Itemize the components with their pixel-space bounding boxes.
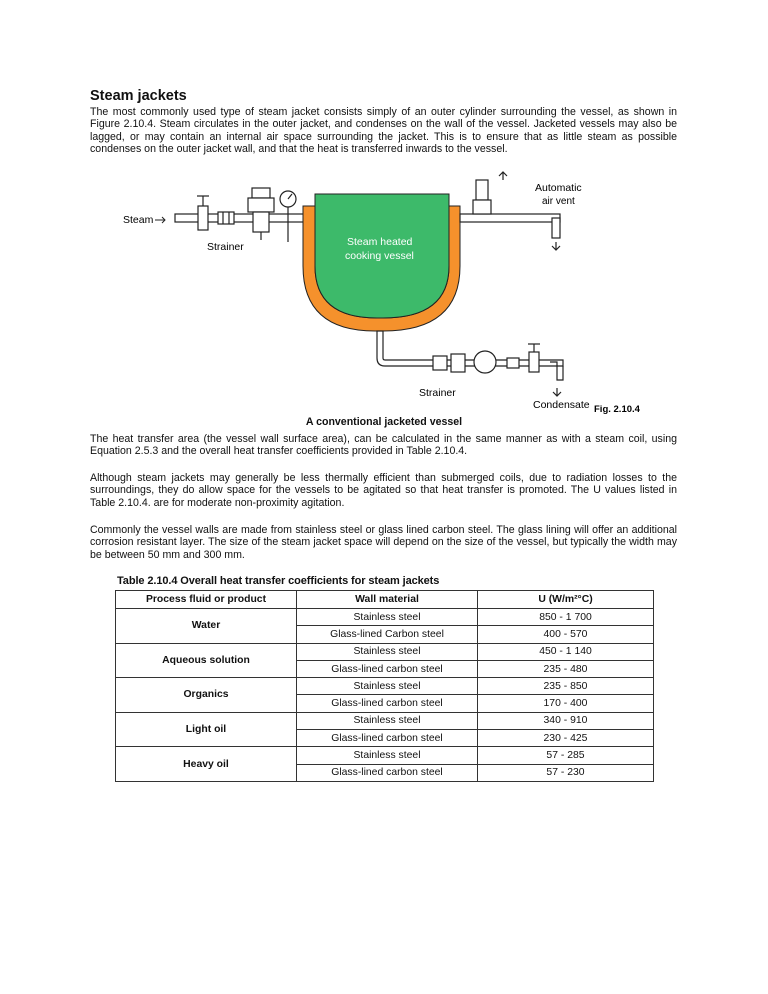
table-row — [116, 712, 654, 729]
material-cell: Glass-lined carbon steel — [297, 730, 478, 747]
condensate-pipe — [377, 331, 563, 396]
table-row — [116, 678, 654, 695]
fluid-cell: Light oil — [116, 712, 297, 747]
material-cell: Glass-lined carbon steel — [297, 695, 478, 712]
strainer-icon — [218, 212, 234, 224]
paragraph-intro: The most commonly used type of steam jacket consists simply of an outer cylinder surrounding the vessel, as shown in Figure 2.10.4. Steam circulates in the outer jacket, and condenses on the wall of the vessel. Jacketed vessels may also be lagged, or may contain an internal air space surrounding the jacket. This is to ensure that as little steam as possible condenses on the outer jacket wall, and that the heat is transferred inwards to the vessel. — [90, 106, 677, 156]
material-cell: Glass-lined Carbon steel — [297, 626, 478, 643]
fluid-cell: Aqueous solution — [116, 643, 297, 678]
u-value-cell: 400 - 570 — [478, 626, 654, 643]
u-value-cell: 235 - 480 — [478, 660, 654, 677]
steam-arrow-icon — [155, 217, 165, 223]
u-value-cell: 450 - 1 140 — [478, 643, 654, 660]
section-title: Steam jackets — [90, 88, 187, 104]
table-title: Table 2.10.4 Overall heat transfer coefficients for steam jackets — [117, 575, 440, 587]
air-vent-label-line2: air vent — [542, 196, 575, 207]
steam-label: Steam — [123, 214, 154, 226]
jacketed-vessel-diagram — [115, 166, 665, 416]
strainer-bottom-label: Strainer — [419, 387, 456, 399]
u-value-cell: 850 - 1 700 — [478, 609, 654, 626]
header-u-value: U (W/m²°C) — [478, 591, 654, 609]
fluid-cell: Water — [116, 609, 297, 644]
u-value-cell: 57 - 230 — [478, 764, 654, 781]
table-row — [116, 747, 654, 764]
header-fluid: Process fluid or product — [116, 591, 297, 609]
u-value-cell: 340 - 910 — [478, 712, 654, 729]
material-cell: Stainless steel — [297, 712, 478, 729]
table-row — [116, 609, 654, 626]
fluid-cell: Heavy oil — [116, 747, 297, 782]
material-cell: Glass-lined carbon steel — [297, 764, 478, 781]
paragraph-wall-materials: Commonly the vessel walls are made from stainless steel or glass lined carbon steel. The glass lining will offer an additional corrosion resistant layer. The size of the steam jacket space will depend on the size of the vessel, but typically the width may be between 50 mm and 300 mm. — [90, 524, 677, 561]
condensate-label: Condensate — [533, 399, 590, 411]
material-cell: Stainless steel — [297, 609, 478, 626]
paragraph-efficiency: Although steam jackets may generally be less thermally efficient than submerged coils, due to radiation losses to the surroundings, they do allow space for the vessels to be agitated so that heat transfer is promoted. The U values listed in Table 2.10.4. are for moderate non-proximity agitation. — [90, 472, 677, 509]
table-row — [116, 643, 654, 660]
material-cell: Stainless steel — [297, 747, 478, 764]
table-header-row — [116, 591, 654, 609]
vessel-label-line2: cooking vessel — [345, 250, 414, 262]
material-cell: Glass-lined carbon steel — [297, 660, 478, 677]
header-material: Wall material — [297, 591, 478, 609]
air-vent-label-line1: Automatic — [535, 182, 582, 194]
fluid-cell: Organics — [116, 678, 297, 713]
u-value-cell: 170 - 400 — [478, 695, 654, 712]
strainer-top-label: Strainer — [207, 241, 244, 253]
material-cell: Stainless steel — [297, 678, 478, 695]
u-value-cell: 230 - 425 — [478, 730, 654, 747]
figure-number: Fig. 2.10.4 — [594, 404, 640, 415]
u-value-cell: 57 - 285 — [478, 747, 654, 764]
material-cell: Stainless steel — [297, 643, 478, 660]
vessel-label-line1: Steam heated — [347, 236, 413, 248]
paragraph-heat-transfer-area: The heat transfer area (the vessel wall surface area), can be calculated in the same manner as with a steam coil, using Equation 2.5.3 and the overall heat transfer coefficients provided in Table 2.10.4. — [90, 433, 677, 458]
heat-transfer-coefficient-table — [115, 590, 654, 782]
u-value-cell: 235 - 850 — [478, 678, 654, 695]
steam-inlet-pipe — [175, 214, 305, 222]
figure-caption: A conventional jacketed vessel — [305, 416, 463, 428]
isolation-valve-icon — [197, 196, 209, 230]
